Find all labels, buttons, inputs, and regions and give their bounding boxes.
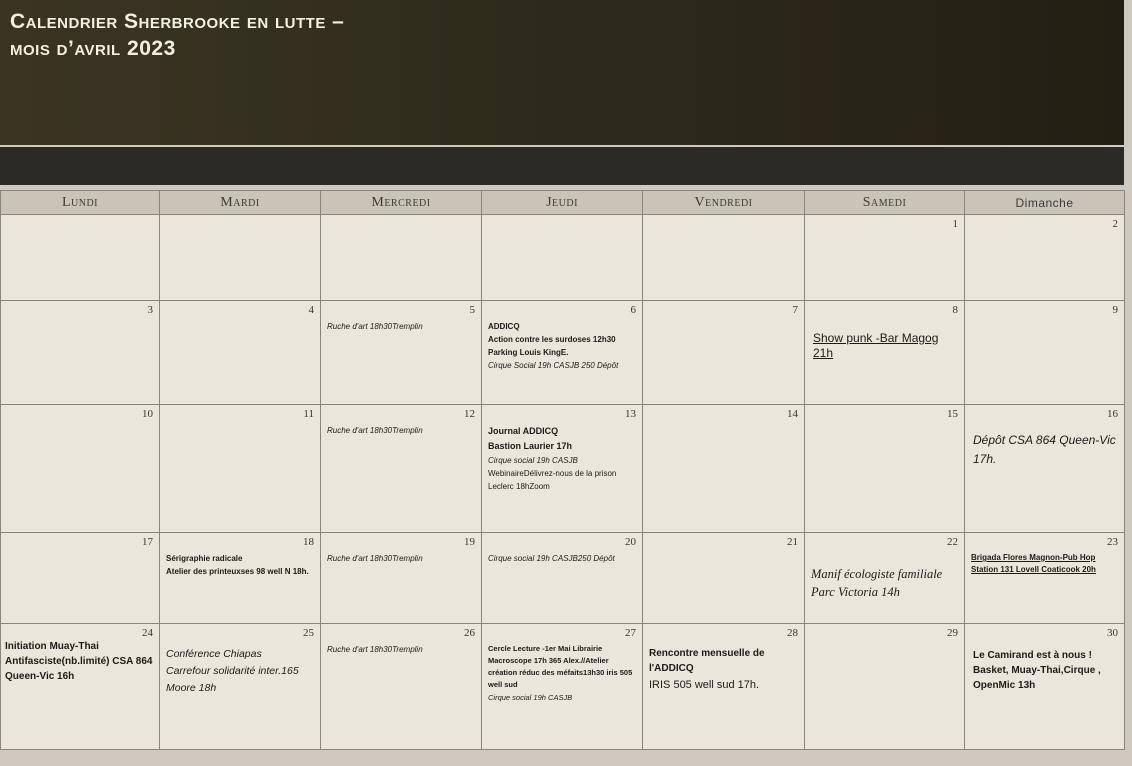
event-cercle-lecture: Cercle Lecture -1er Mai Librairie Macroscope 17h 365 Alex.//Atelier création réduc des méfaits13h30 iris 505 well sud [488,644,633,689]
event-ruche-dart: Ruche d'art 18h30Tremplin [327,426,423,435]
date-number: 6 [630,304,636,316]
event-bastion-laurier: Bastion Laurier 17h [488,441,573,451]
date-number: 13 [625,408,636,420]
event-iris: IRIS 505 well sud 17h. [649,679,760,691]
day-cell-6 [482,301,643,405]
date-number: 22 [947,536,958,548]
day-cell-24 [1,624,160,750]
day-cell-1 [805,215,965,301]
event-action-surdoses: Action contre les surdoses 12h30 Parking Louis KingE. [488,335,616,357]
date-number: 17 [142,536,153,548]
date-number: 12 [464,408,475,420]
day-cell-9 [965,301,1125,405]
day-cell-empty [643,215,805,301]
day-cell-8 [805,301,965,405]
event-muay-thai: Initiation Muay-Thai Antifasciste(nb.limité) CSA 864 Queen-Vic 16h [5,641,153,682]
day-cell-empty [482,215,643,301]
day-header-jeudi: Jeudi [482,191,643,215]
day-cell-26 [321,624,482,750]
day-cell-empty [321,215,482,301]
event-cirque-social: Cirque social 19h CASJB [488,456,578,465]
day-cell-30 [965,624,1125,750]
title-line-1: Calendrier Sherbrooke en lutte – [10,10,345,33]
day-cell-19 [321,533,482,624]
date-number: 27 [625,627,636,639]
date-number: 5 [469,304,475,316]
day-cell-23 [965,533,1125,624]
day-cell-5 [321,301,482,405]
title-line-2: mois d’avril 2023 [10,37,176,60]
day-header-mardi: Mardi [160,191,321,215]
day-cell-4 [160,301,321,405]
title-banner [0,0,1124,145]
event-manif-ecologiste: Manif écologiste familiale [811,567,943,581]
day-cell-28 [643,624,805,750]
event-camirand: Le Camirand est à nous ! [973,650,1092,661]
day-header-samedi: Samedi [805,191,965,215]
date-number: 20 [625,536,636,548]
event-cirque-social: Cirque Social 19h CASJB 250 Dépôt [488,361,619,370]
decorative-stripe [0,147,1124,185]
date-number: 14 [787,408,798,420]
date-number: 10 [142,408,153,420]
date-number: 23 [1107,536,1118,548]
day-cell-7 [643,301,805,405]
event-conference-chiapas: Conférence Chiapas [166,648,262,660]
date-number: 18 [303,536,314,548]
date-number: 3 [147,304,153,316]
day-cell-empty [1,215,160,301]
day-header-lundi: Lundi [1,191,160,215]
day-cell-25 [160,624,321,750]
event-serigraphie: Sérigraphie radicale [166,554,243,563]
day-cell-13 [482,405,643,533]
date-number: 21 [787,536,798,548]
calendar-grid [0,190,1125,750]
event-basket: Basket, Muay-Thai,Cirque , OpenMic 13h [973,665,1101,691]
day-header-vendredi: Vendredi [643,191,805,215]
event-ruche-dart: Ruche d'art 18h30Tremplin [327,322,423,331]
date-number: 4 [308,304,314,316]
page-title [10,8,344,62]
date-number: 7 [792,304,798,316]
event-carrefour-solidarite: Carrefour solidarité inter.165 Moore 18h [166,665,299,694]
event-ruche-dart: Ruche d'art 18h30Tremplin [327,645,423,654]
date-number: 2 [1112,218,1118,230]
day-cell-12 [321,405,482,533]
day-cell-18 [160,533,321,624]
event-show-punk: Show punk -Bar Magog 21h [813,331,939,360]
day-cell-20 [482,533,643,624]
date-number: 1 [952,218,958,230]
date-number: 28 [787,627,798,639]
date-number: 29 [947,627,958,639]
event-cirque-social: Cirque social 19h CASJB250 Dépôt [488,554,615,563]
event-parc-victoria: Parc Victoria 14h [811,585,900,599]
day-cell-17 [1,533,160,624]
day-cell-14 [643,405,805,533]
date-number: 19 [464,536,475,548]
date-number: 9 [1112,304,1118,316]
day-cell-11 [160,405,321,533]
day-cell-22 [805,533,965,624]
date-number: 16 [1107,408,1118,420]
date-number: 26 [464,627,475,639]
day-cell-2 [965,215,1125,301]
event-journal-addicq: Journal ADDICQ [488,426,559,436]
day-cell-10 [1,405,160,533]
day-cell-27 [482,624,643,750]
event-addicq: ADDICQ [488,322,520,331]
date-number: 30 [1107,627,1118,639]
day-header-dimanche: Dimanche [965,191,1125,215]
event-cirque-social: Cirque social 19h CASJB [488,693,573,702]
date-number: 8 [952,304,958,316]
date-number: 25 [303,627,314,639]
event-webinaire: WebinaireDélivrez-nous de la prison Leclerc 18hZoom [488,469,617,491]
day-cell-15 [805,405,965,533]
event-atelier-printeuxses: Atelier des printeuxses 98 well N 18h. [166,567,309,576]
day-header-mercredi: Mercredi [321,191,482,215]
date-number: 24 [142,627,153,639]
day-cell-3 [1,301,160,405]
date-number: 15 [947,408,958,420]
day-cell-21 [643,533,805,624]
day-cell-16 [965,405,1125,533]
date-number: 11 [303,408,314,420]
day-cell-29 [805,624,965,750]
event-depot-csa: Dépôt CSA 864 Queen-Vic 17h. [973,433,1116,466]
event-ruche-dart: Ruche d'art 18h30Tremplin [327,554,423,563]
event-rencontre-addicq: Rencontre mensuelle de l'ADDICQ [649,648,765,674]
day-cell-empty [160,215,321,301]
event-brigada-flores: Brigada Flores Magnon-Pub Hop Station 131 Lovell Coaticook 20h [971,553,1096,574]
